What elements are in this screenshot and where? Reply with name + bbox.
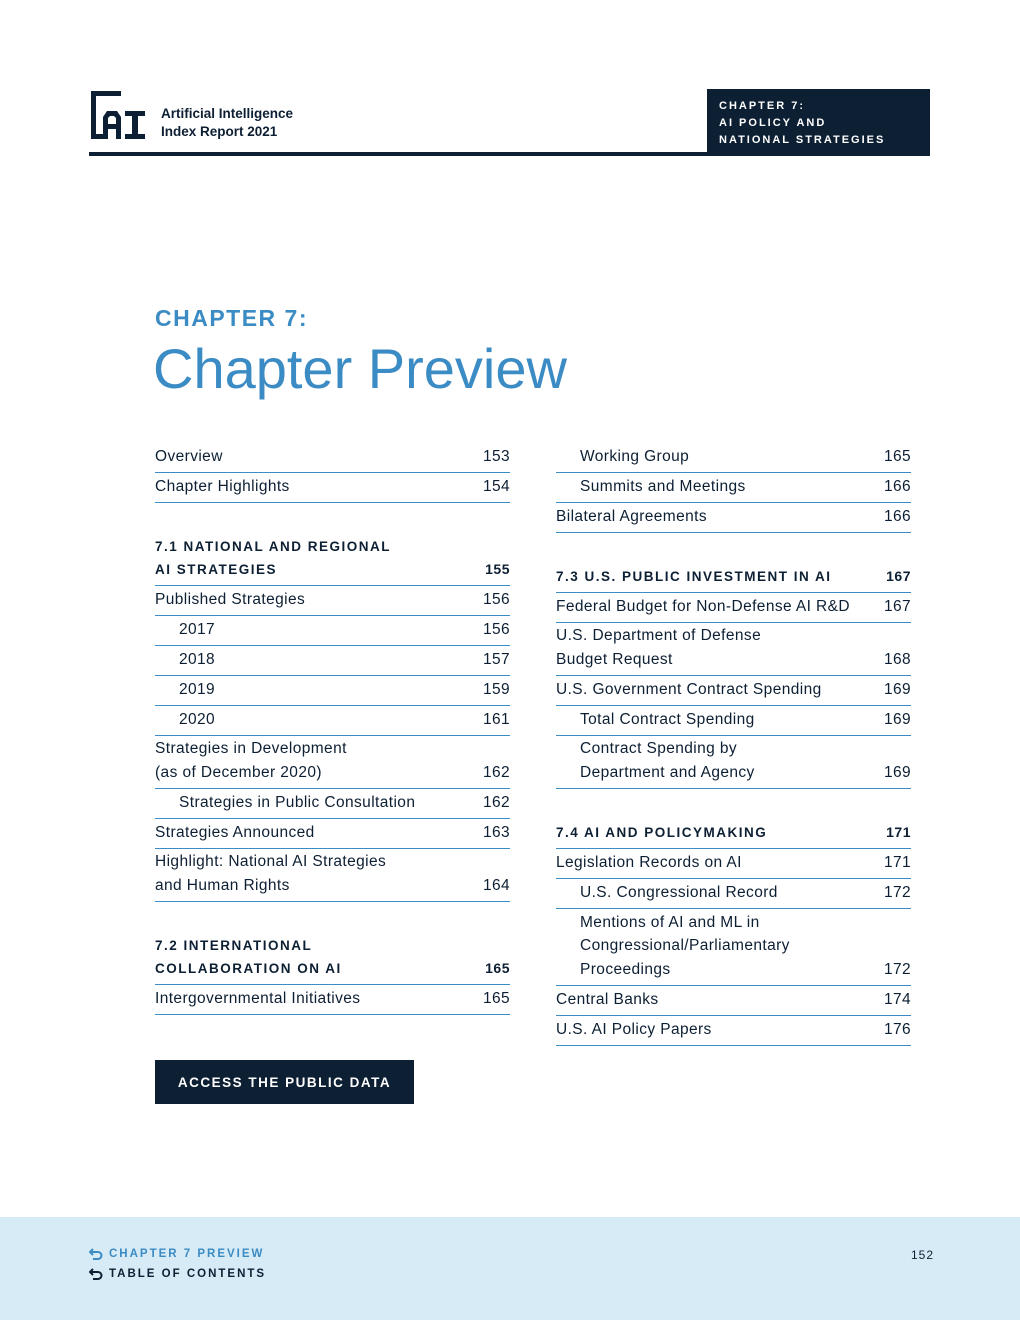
toc-section-heading[interactable] [155,932,510,985]
toc-label: Published Strategies [155,590,306,608]
toc-label: Summits and Meetings [580,477,746,495]
page-header [89,89,930,157]
toc-label: Federal Budget for Non-Defense AI R&D [556,597,850,615]
toc-page: 167 [886,568,911,584]
toc-label: Strategies Announced [155,823,315,841]
access-public-data-button[interactable]: ACCESS THE PUBLIC DATA [155,1060,414,1104]
toc-label: Intergovernmental Initiatives [155,989,361,1007]
toc-label: U.S. Department of Defense Budget Request [556,627,762,668]
toc-subentry[interactable] [556,909,911,986]
toc-page: 171 [886,824,911,840]
toc-page: 167 [883,597,911,615]
page-number: 152 [910,1248,934,1262]
toc-subentry[interactable] [155,676,510,706]
toc-page: 174 [883,990,911,1008]
toc-entry[interactable] [155,819,510,849]
toc-subentry[interactable] [155,706,510,736]
toc-entry[interactable] [556,593,911,623]
toc-label: 7.2 INTERNATIONAL COLLABORATION ON AI [155,938,342,976]
toc-label: Overview [155,447,223,465]
page-footer [0,1217,1020,1320]
toc-page: 161 [482,710,510,728]
toc-entry[interactable] [155,736,510,789]
toc-label: U.S. AI Policy Papers [556,1020,712,1038]
toc-label: 2020 [179,710,216,728]
toc-page: 162 [482,763,510,781]
toc-label: Bilateral Agreements [556,507,708,525]
toc-page: 153 [482,447,510,465]
chapter-box-line1: CHAPTER 7: [719,100,806,112]
toc-entry[interactable] [155,586,510,616]
toc-page: 157 [482,650,510,668]
toc-page: 156 [482,590,510,608]
toc-subentry[interactable] [556,473,911,503]
toc-entry[interactable] [155,849,510,902]
return-arrow-icon [89,1267,103,1281]
toc-section-heading[interactable] [155,533,510,586]
toc-subentry[interactable] [556,736,911,789]
toc-label: 2018 [179,650,216,668]
toc-label: 7.1 NATIONAL AND REGIONAL AI STRATEGIES [155,539,392,577]
toc-subentry[interactable] [556,443,911,473]
chapter-kicker: CHAPTER 7: [155,305,309,331]
toc-entry[interactable] [556,986,911,1016]
ai-index-logo [89,89,147,141]
report-title-line2: Index Report 2021 [161,124,278,139]
chapter-label-box [707,89,930,156]
toc-label: Strategies in Development (as of December 2020) [155,740,347,781]
table-of-contents-label: TABLE OF CONTENTS [109,1268,267,1280]
toc-page: 156 [482,620,510,638]
toc-entry[interactable] [556,503,911,533]
chapter-box-line3: NATIONAL STRATEGIES [719,134,886,146]
toc-subentry[interactable] [556,706,911,736]
toc-page: 165 [883,447,911,465]
toc-label: Strategies in Public Consultation [179,793,416,811]
toc-entry[interactable] [556,1016,911,1046]
toc-page: 169 [883,710,911,728]
report-title-line1: Artificial Intelligence [161,106,294,121]
toc-page: 162 [482,793,510,811]
toc-label: 7.4 AI AND POLICYMAKING [556,825,768,840]
toc-section-heading[interactable] [556,563,911,593]
toc-page: 176 [883,1020,911,1038]
toc-page: 165 [485,960,510,976]
toc-label: Total Contract Spending [580,710,755,728]
toc-page: 166 [883,477,911,495]
toc-page: 171 [883,853,911,871]
chapter-preview-link[interactable] [89,1247,264,1261]
toc-label: 7.3 U.S. PUBLIC INVESTMENT IN AI [556,569,832,584]
toc-page: 155 [485,561,510,577]
toc-subentry[interactable] [155,646,510,676]
toc-page: 169 [883,680,911,698]
chapter-box-line2: AI POLICY AND [719,117,827,129]
page-title: Chapter Preview [153,337,567,400]
toc-label: Chapter Highlights [155,477,290,495]
toc-label: Highlight: National AI Strategies and Human Rights [155,853,387,894]
toc-page: 172 [883,960,911,978]
toc-entry[interactable] [556,676,911,706]
toc-page: 154 [482,477,510,495]
toc-label: Central Banks [556,990,659,1008]
toc-label: Working Group [580,447,690,465]
toc-page: 169 [883,763,911,781]
toc-page: 172 [883,883,911,901]
toc-right-column [556,443,911,1046]
toc-label: 2019 [179,680,216,698]
toc-entry[interactable] [155,473,510,503]
toc-label: Contract Spending by Department and Agency [580,740,755,781]
return-arrow-icon [89,1247,103,1261]
chapter-preview-label: CHAPTER 7 PREVIEW [109,1248,265,1260]
toc-label: U.S. Congressional Record [580,883,778,901]
toc-subentry[interactable] [155,789,510,819]
toc-page: 166 [883,507,911,525]
toc-page: 163 [482,823,510,841]
header-rule [89,152,709,156]
toc-subentry[interactable] [556,879,911,909]
toc-label: Legislation Records on AI [556,853,742,871]
toc-entry[interactable] [556,623,911,676]
toc-page: 159 [482,680,510,698]
toc-page: 164 [482,876,510,894]
toc-entry[interactable] [155,443,510,473]
toc-label: Mentions of AI and ML in Congressional/Parliamentary Proceedings [580,913,790,978]
toc-entry[interactable] [155,985,510,1015]
toc-subentry[interactable] [155,616,510,646]
toc-page: 165 [482,989,510,1007]
toc-label: 2017 [179,620,216,638]
toc-page: 168 [883,650,911,668]
table-of-contents-link[interactable] [89,1267,266,1281]
toc-left-column [155,443,510,1015]
toc-section-heading[interactable] [556,819,911,849]
toc-entry[interactable] [556,849,911,879]
toc-label: U.S. Government Contract Spending [556,680,822,698]
report-title [161,105,293,141]
